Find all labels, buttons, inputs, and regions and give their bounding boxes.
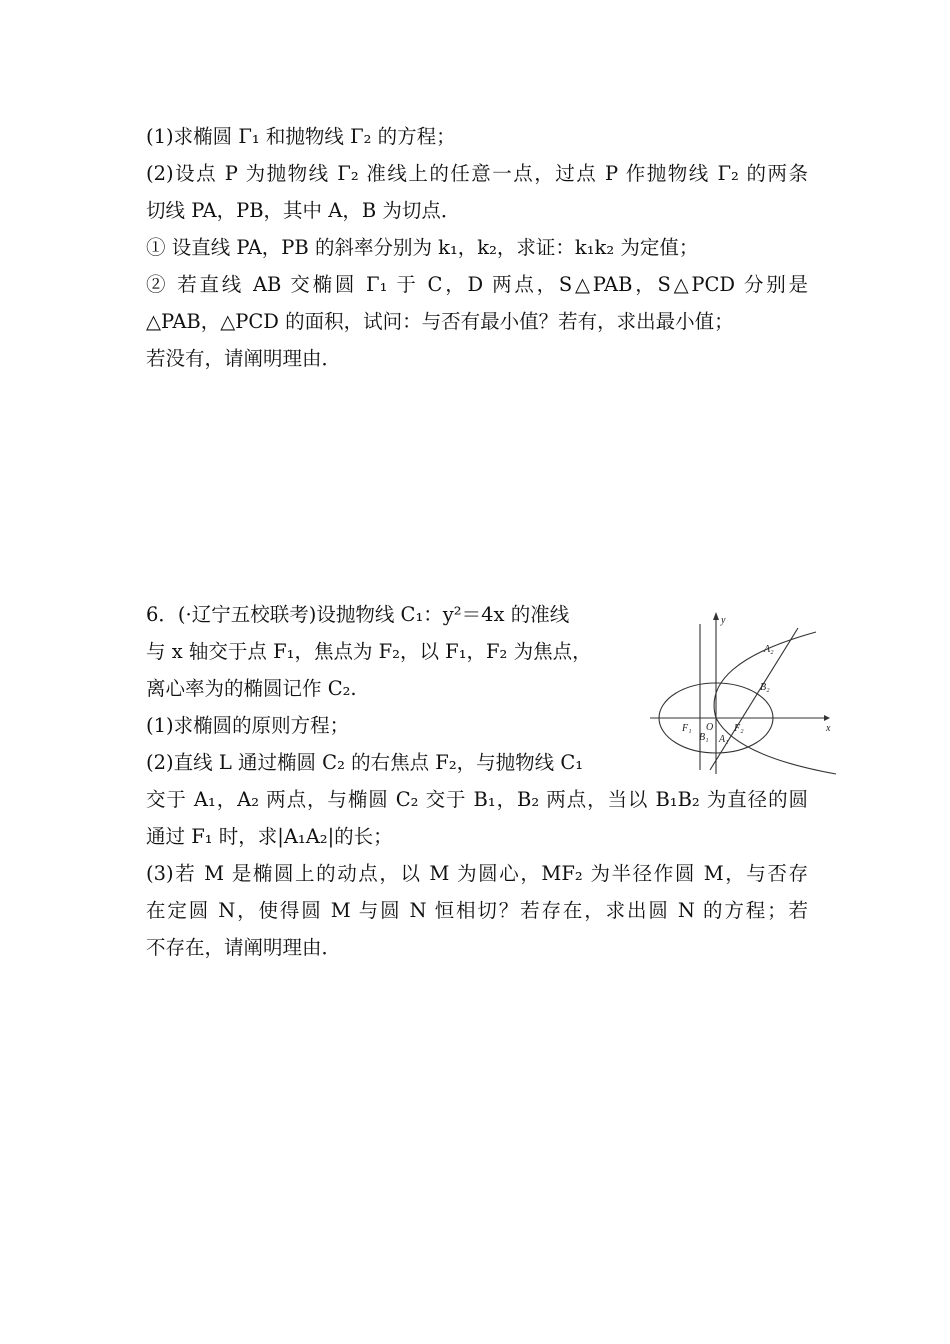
p6-line-10: 不存在，请阐明理由． [146,936,342,959]
label-A1: A₁ [719,734,729,745]
label-y: y [721,615,726,626]
p6-line-7: 通过 F₁ 时，求|A₁A₂|的长； [146,825,393,848]
ellipse-parabola-figure [648,606,838,778]
label-O: O [706,722,714,733]
part-a-line-6: △PAB，△PCD 的面积，试问：与否有最小值？若有，求出最小值； [146,310,734,333]
p6-line-6: 交于 A₁，A₂ 两点，与椭圆 C₂ 交于 B₁，B₂ 两点，当以 B₁B₂ 为直径的圆 [146,788,808,811]
p6-line-3: 离心率为的椭圆记作 C₂. [146,677,357,700]
y-axis-arrow [713,612,719,620]
label-x: x [826,723,831,734]
part-a-line-4: ① 设直线 PA，PB 的斜率分别为 k₁，k₂，求证：k₁k₂ 为定值； [146,236,699,259]
part-a-line-5: ② 若直线 AB 交椭圆 Γ₁ 于 C，D 两点，S△PAB，S△PCD 分别是 [146,273,808,296]
line-l [710,628,798,770]
label-F1: F₁ [682,723,692,734]
p6-line-1: 6．(·辽宁五校联考)设抛物线 C₁：y²＝4x 的准线 [146,603,570,626]
p6-line-8: (3)若 M 是椭圆上的动点，以 M 为圆心，MF₂ 为半径作圆 M，与否存 [146,862,808,885]
label-B1: B₁ [699,732,709,743]
parabola-c1 [714,632,836,774]
label-A2: A₂ [764,644,774,655]
part-a-line-2: (2)设点 P 为抛物线 Γ₂ 准线上的任意一点，过点 P 作抛物线 Γ₂ 的两条 [146,162,808,185]
p6-line-5: (2)直线 L 通过椭圆 C₂ 的右焦点 F₂，与抛物线 C₁ [146,751,584,774]
part-a-line-3: 切线 PA，PB，其中 A，B 为切点． [146,199,461,222]
part-a-line-7: 若没有，请阐明理由． [146,347,342,370]
p6-line-2: 与 x 轴交于点 F₁，焦点为 F₂，以 F₁，F₂ 为焦点， [146,640,592,663]
label-B2: B₂ [760,682,770,693]
label-F2: F₂ [734,723,744,734]
x-axis-arrow [824,715,830,721]
p6-line-9: 在定圆 N，使得圆 M 与圆 N 恒相切？若存在，求出圆 N 的方程；若 [146,899,808,922]
p6-line-4: (1)求椭圆的原则方程； [146,714,350,737]
part-a-line-1: (1)求椭圆 Γ₁ 和抛物线 Γ₂ 的方程； [146,125,456,148]
